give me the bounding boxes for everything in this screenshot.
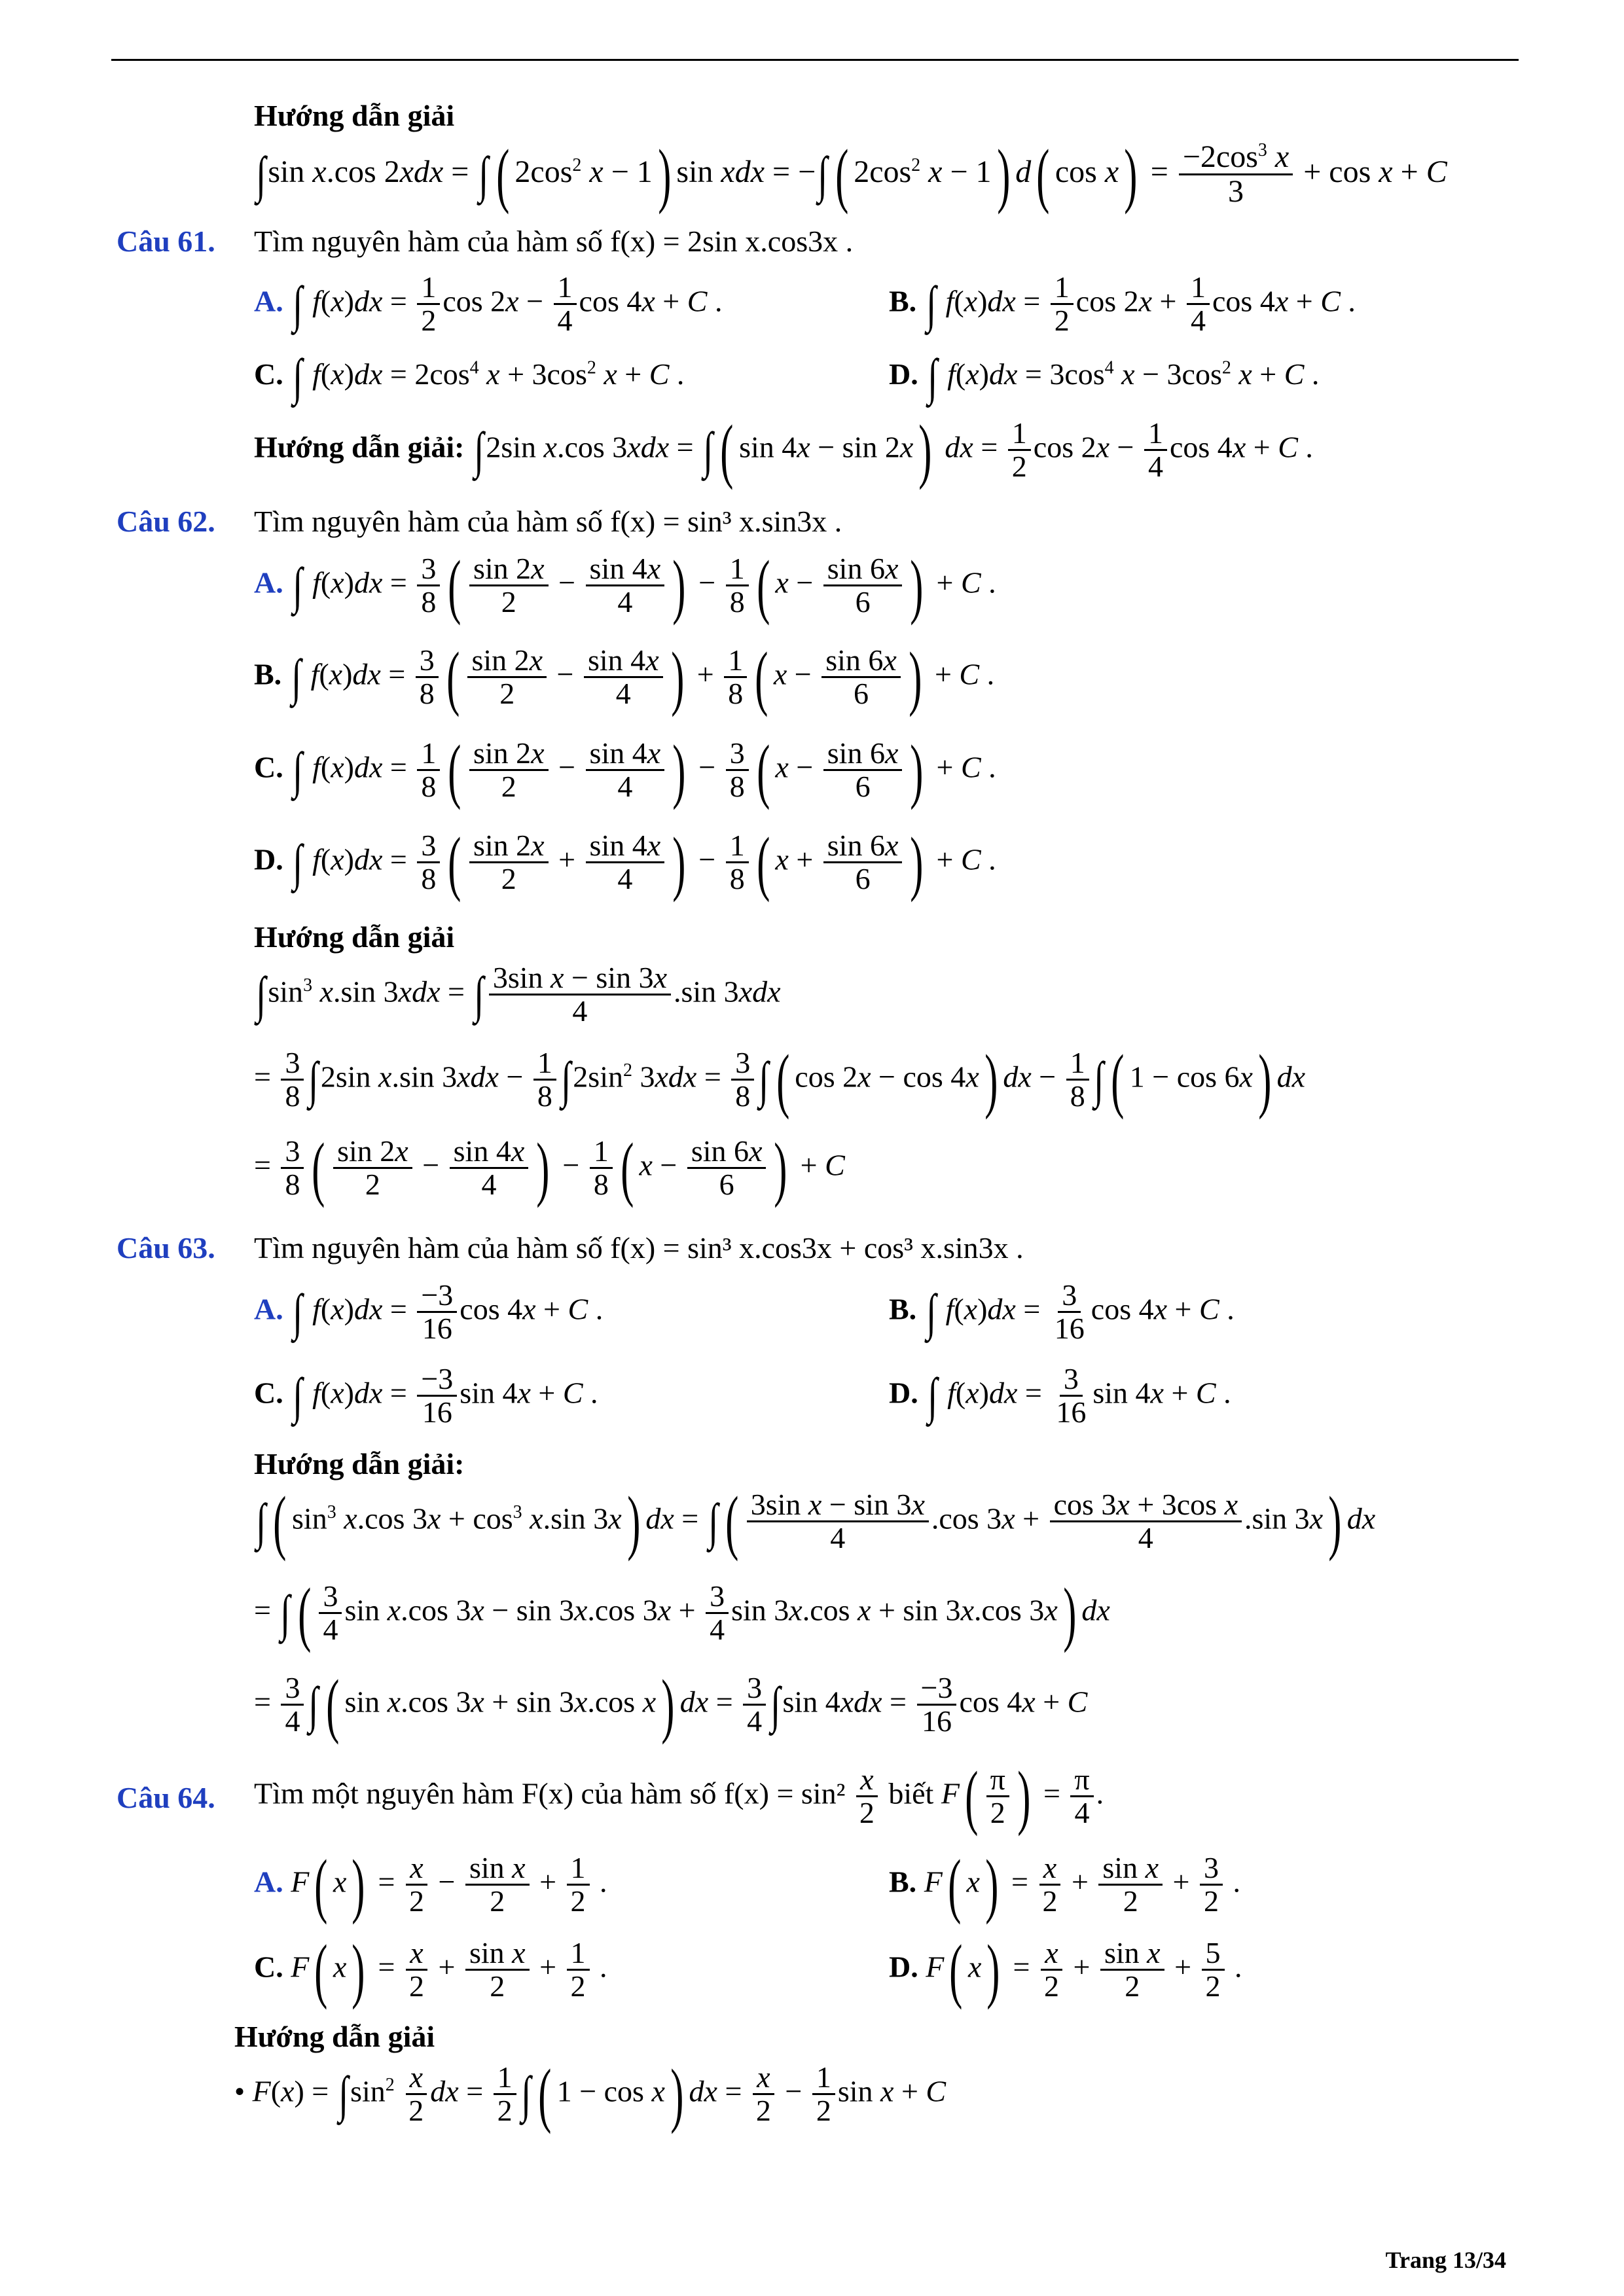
q62-solution-line3: = $\frac{3}{8}$ ( $\frac{\sin 2x}{2}$ − $\frac{\sin 4x}{4}$ ) − $\frac{1}{8}$ ( x − $\frac{\sin 6x}{6}$ ) + C xyxy=(254,1128,845,1208)
option-a: A. F( x) = $\frac{x}{2}$ − $\frac{\text{sin x}}{2}$ + $\frac{1}{2}$ . xyxy=(254,1844,607,1925)
option-c: C. F( x) = $\frac{x}{2}$ + $\frac{\text{sin x}}{2}$ + $\frac{1}{2}$ . xyxy=(254,1929,607,2010)
header-rule xyxy=(111,59,1519,61)
page-footer: Trang 13/34 xyxy=(1385,2247,1506,2273)
question-text: Tìm nguyên hàm của hàm số f(x) = 2sin x.cos3x . xyxy=(254,224,854,258)
question-number: Câu 64. xyxy=(117,1781,215,1814)
q63-solution-line3: = $\frac{3}{4}$ ∫ ( sin x.cos 3x + sin 3x.cos x) dx = $\frac{3}{4}$ ∫sin 4xdx = $\frac{-3}{16}$ cos 4x + C xyxy=(254,1664,1088,1745)
option-d: D. ∫ $f(x)dx = 3\cos^4$ $x - 3\cos^2$ x + C . xyxy=(889,348,1320,406)
option-a: A. ∫ f(x)dx = $\frac{3}{8}$ ( $\frac{\sin 2x}{2}$ − $\frac{\sin 4x}{4}$ ) − $\frac{1}{8}$ ( x − $\frac{\sin 6x}{6}$ ) + C . xyxy=(254,545,996,626)
q63-solution-line2: = ∫ ( $\frac{3}{4}$ sin x.cos 3x − sin 3x.cos 3x + $\frac{3}{4}$ sin 3x.cos x + sin 3x.cos 3x) dx xyxy=(254,1573,1110,1653)
option-c: C. ∫ $f(x)dx = 2\cos^4$ $x + 3\cos^2$ x + C . xyxy=(254,348,685,406)
solution-heading: Hướng dẫn giải: xyxy=(254,1447,465,1480)
option-d: D. ∫ f(x)dx = $\frac{3}{16}$ sin 4x + C . xyxy=(889,1362,1231,1429)
solution-heading: Hướng dẫn giải xyxy=(234,2020,435,2053)
option-b: B. ∫ f(x)dx = $\frac{3}{8}$ ( $\frac{\sin 2x}{2}$ − $\frac{\sin 4x}{4}$ ) + $\frac{1}{8}$ ( x − $\frac{\sin 6x}{6}$ ) + C . xyxy=(254,637,995,717)
option-a: A. ∫ f(x)dx = $\frac{-3}{16}$ cos 4x + C . xyxy=(254,1278,604,1346)
option-b: B. ∫ f(x)dx = $\frac{1}{2}$ cos 2x + $\frac{1}{4}$ cos 4x + C . xyxy=(889,270,1356,338)
q64-solution: • $F(x) = \int\sin^2$ $\frac{x}{2}$ dx = $\frac{1}{2}$ ∫ ( 1 − cos x) dx = $\frac{x}{2}$ − $\frac{1}{2}$ sin x + C xyxy=(234,2054,947,2134)
q63-solution-line1: ∫ ( $\sin^3 x.\cos$ $3x + \cos^3 x.\sin$ 3x) dx = ∫ ( $\frac{\text{3sin x − sin 3x}}{4}$ .cos 3x + $\frac{\text{cos 3x + 3cos x}}{4}$ .sin 3x) dx xyxy=(256,1481,1376,1562)
q62-solution-line1: $\int\sin^3$ x.sin 3xdx = ∫ $\frac{\text{3sin x − sin 3x}}{4}$ .sin 3xdx xyxy=(256,961,781,1028)
question-number: Câu 62. xyxy=(117,505,215,538)
option-b: B. ∫ f(x)dx = $\frac{3}{16}$ cos 4x + C . xyxy=(889,1278,1235,1346)
option-c: C. ∫ f(x)dx = $\frac{1}{8}$ ( $\frac{\sin 2x}{2}$ − $\frac{\sin 4x}{4}$ ) − $\frac{3}{8}$ ( x − $\frac{\sin 6x}{6}$ ) + C . xyxy=(254,730,996,810)
option-a: A. ∫ f(x)dx = $\frac{1}{2}$ cos 2x − $\frac{1}{4}$ cos 4x + C . xyxy=(254,270,723,338)
question-text: Tìm nguyên hàm của hàm số f(x) = sin³ x.cos3x + cos³ x.sin3x . xyxy=(254,1231,1024,1265)
solution-formula: ∫sin x.cos 2xdx = ∫ ( $2\cos^2$ x − 1) sin xdx = −∫ ( $2\cos^2$ x − 1) d( cos x) = $\frac{-2\cos^3 x}{3}$ + cos x + C xyxy=(256,134,1447,215)
question-text: Tìm nguyên hàm của hàm số f(x) = sin³ x.sin3x . xyxy=(254,505,842,538)
question-number: Câu 61. xyxy=(117,224,215,258)
q62-solution-line2: = $\frac{3}{8}$ ∫2sin x.sin 3xdx − $\frac{1}{8}$ $\int 2\sin^2$ 3xdx = $\frac{3}{8}$ ∫ ( cos 2x − cos 4x) dx − $\frac{1}{8}$ ∫ ( 1 − cos 6x) dx xyxy=(254,1039,1306,1120)
solution-heading: Hướng dẫn giải xyxy=(254,99,455,132)
option-c: C. ∫ f(x)dx = $\frac{-3}{16}$ sin 4x + C . xyxy=(254,1362,598,1429)
question-number: Câu 63. xyxy=(117,1231,215,1265)
option-b: B. F( x) = $\frac{x}{2}$ + $\frac{\text{sin x}}{2}$ + $\frac{3}{2}$ . xyxy=(889,1844,1240,1925)
question-text: Tìm một nguyên hàm F(x) của hàm số f(x) = sin² $\frac{x}{2}$ biết F( $\frac{\pi}{2}$ ) = $\frac{\pi}{4}$ . xyxy=(254,1756,1104,1837)
solution-heading: Hướng dẫn giải xyxy=(254,920,455,954)
option-d: D. F( x) = $\frac{x}{2}$ + $\frac{\text{sin x}}{2}$ + $\frac{5}{2}$ . xyxy=(889,1929,1242,2010)
q61-solution: Hướng dẫn giải: ∫2sin x.cos 3xdx = ∫ ( sin 4x − sin 2x) dx = $\frac{1}{2}$ cos 2x − $\frac{1}{4}$ cos 4x + C . xyxy=(254,410,1313,490)
option-d: D. ∫ f(x)dx = $\frac{3}{8}$ ( $\frac{\sin 2x}{2}$ + $\frac{\sin 4x}{4}$ ) − $\frac{1}{8}$ ( x + $\frac{\sin 6x}{6}$ ) + C . xyxy=(254,822,996,903)
